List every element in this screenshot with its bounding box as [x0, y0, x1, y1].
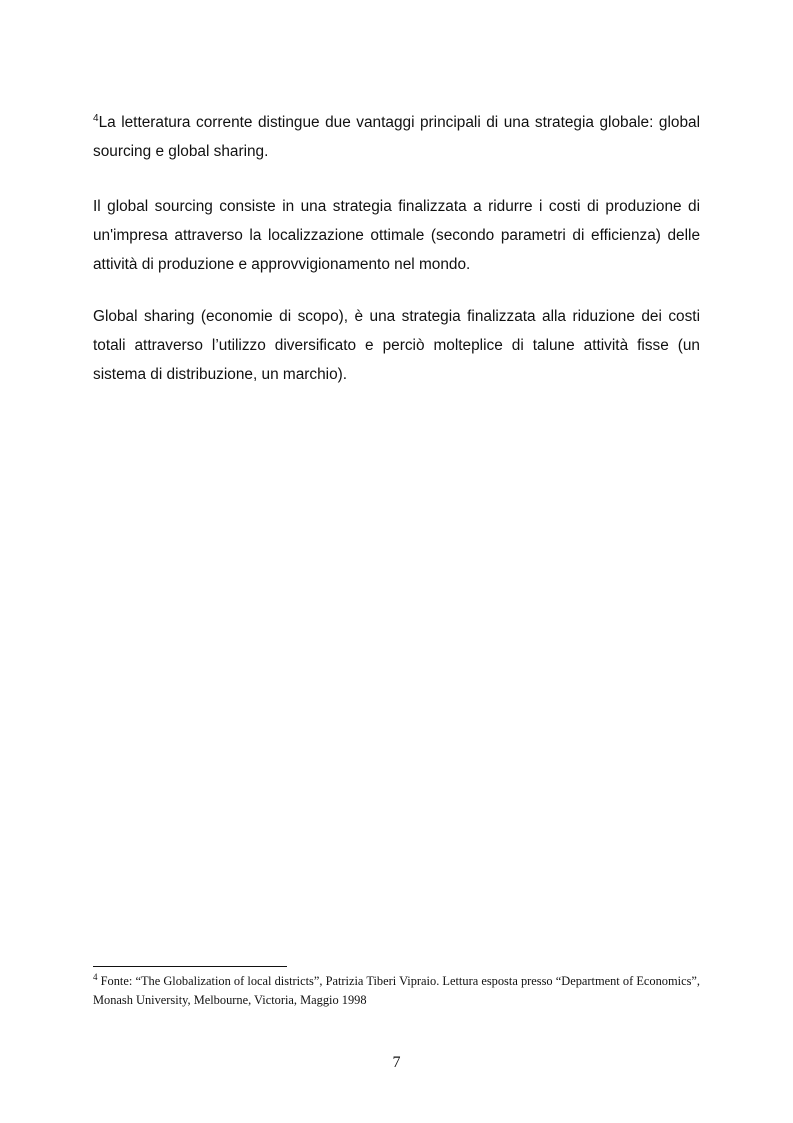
paragraph-intro-text: La letteratura corrente distingue due vantaggi principali di una strategia globale: global sourcing e global sharing. [93, 114, 700, 160]
footnote [93, 972, 700, 1010]
paragraph-intro [93, 108, 700, 166]
footnote-separator [93, 966, 287, 967]
paragraph-global-sharing-text: Global sharing (economie di scopo), è una strategia finalizzata alla riduzione dei costi totali attraverso l’utilizzo diversificato e perciò molteplice di talune attività fisse (un sistema di distribuzione, un marchio). [93, 308, 700, 383]
page-number: 7 [392, 1054, 401, 1071]
footnote-text: Fonte: “The Globalization of local districts”, Patrizia Tiberi Vipraio. Lettura esposta presso “Department of Economics”, Monash University, Melbourne, Victoria, Maggio 1998 [93, 974, 700, 1007]
paragraph-global-sourcing [93, 192, 700, 279]
paragraph-global-sourcing-text: Il global sourcing consiste in una strategia finalizzata a ridurre i costi di produzione di un'impresa attraverso la localizzazione ottimale (secondo parametri di efficienza) delle attività di produzione e approvvigionamento nel mondo. [93, 198, 700, 273]
footnote-reference-marker[interactable]: 4 [93, 112, 99, 124]
footnote-marker: 4 [93, 971, 98, 982]
paragraph-global-sharing [93, 302, 700, 389]
